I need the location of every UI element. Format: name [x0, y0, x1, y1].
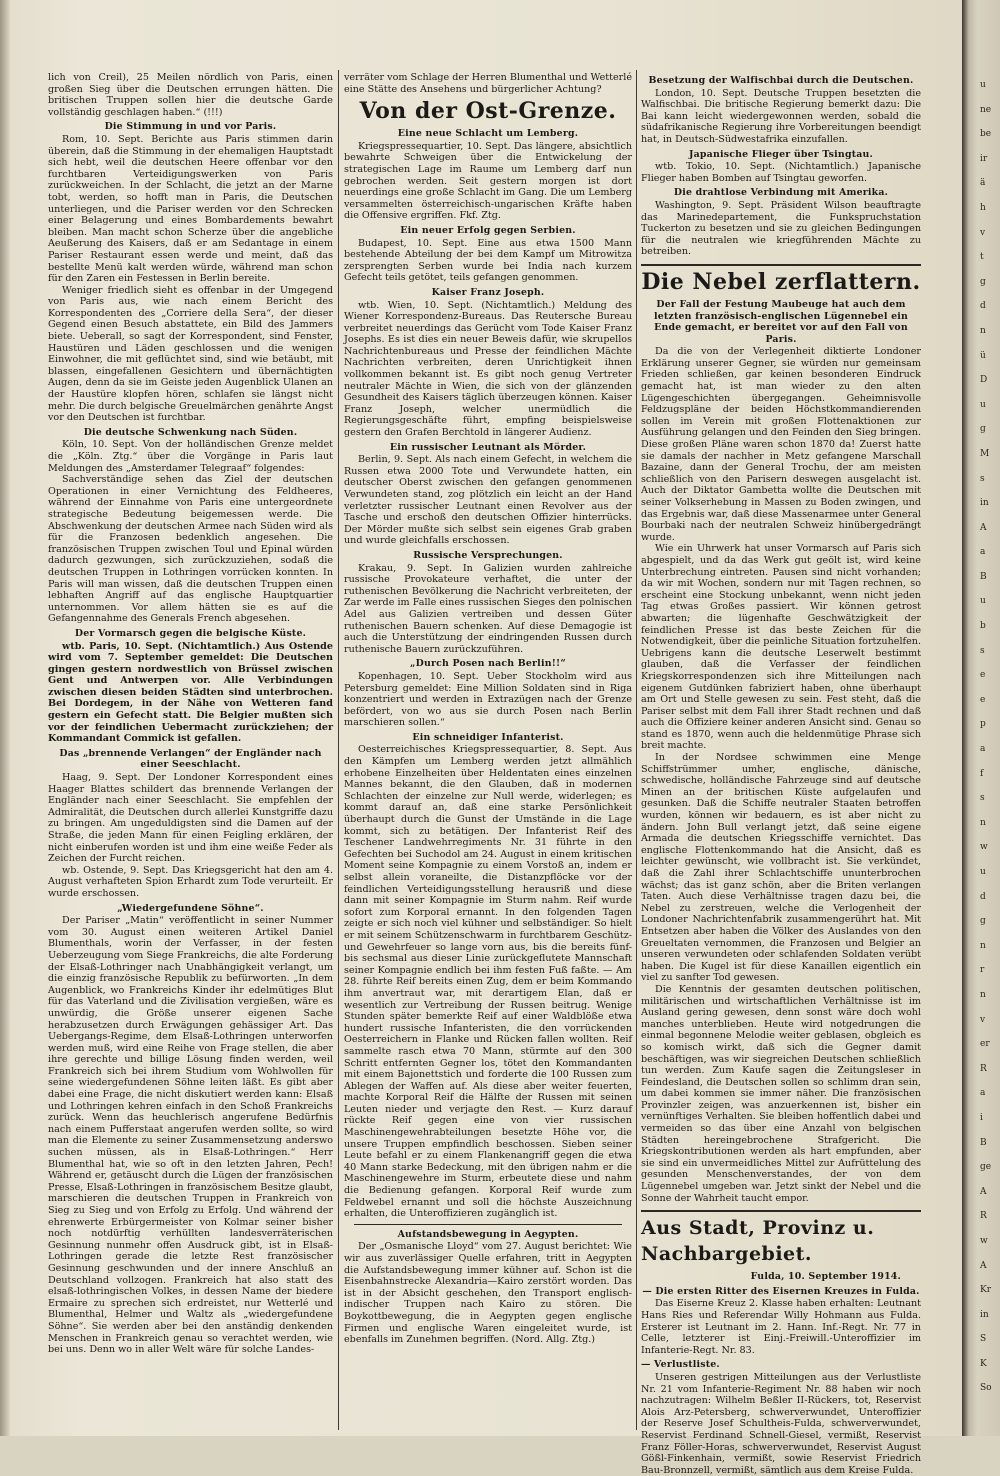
adjacent-page-fragment: [970, 80, 1000, 1420]
margin-fragment: ir: [980, 153, 988, 164]
margin-fragment: s: [980, 793, 985, 804]
paragraph: Weniger friedlich sieht es offenbar in der Umgegend von Paris aus, wie nach einem Bericht des Korrespondenten des „Corriere della Sera“, der dieser Gegend einen Besuch abstattete, ein Bild des Jammers biete. Ueberall, so sagt der Korrespondent, sind Fenster, Haustüren und Läden geschlossen und die wenigen Einwohner, die mit geflüchtet sind, sind wie betäubt, mit blassen, eingefallenen Gesichtern und übernächtigten Augen, denn da sie im Geiste jeden Augenblick Ulanen an der Haustüre klopfen hören, schlafen sie längst nicht mehr. Die durch belgische Greuelmärchen genährte Angst vor den Deutschen ist furchtbar.: [48, 284, 333, 424]
margin-fragment: g: [980, 424, 986, 435]
divider: [354, 1224, 622, 1225]
margin-fragment: u: [980, 399, 986, 410]
paragraph: Kopenhagen, 10. Sept. Ueber Stockholm wird aus Petersburg gemeldet: Eine Million Soldaten sind in Riga konzentriert und werden in Extrazügen nach der Grenze befördert, von wo aus sie durch Posen nach Berlin marschieren sollen.“: [344, 670, 632, 729]
headline-casualty-list: — Verlustliste.: [641, 1359, 720, 1371]
margin-fragment: a: [980, 1088, 986, 1099]
margin-fragment: B: [980, 1137, 987, 1148]
headline-infantryman: Ein schneidiger Infanterist.: [412, 731, 564, 743]
paragraph: Wie ein Uhrwerk hat unser Vormarsch auf Paris sich abgespielt, und da das Werk gut geölt ist, wird keine Unterbrechung eintreten. Pausen sind nicht vorhanden; da wir mit Wochen, sondern nur mit Tagen rechnen, so erscheint eine Stockung unbekannt, wenn nicht jeden Tag etwas Großes passiert. Wir können getrost abwarten; die lügenhafte Geschwätzigkeit der feindlichen Presse ist das beste Zeichen für die Notwendigkeit, über die peinliche Situation fortzuhelfen. Uebrigens kann die deutsche Leserwelt bestimmt glauben, daß die Verfasser der feindlichen Kriegskorrespondenzen sich ihre Mitteilungen nach eigenem Gutdünken fabriziert haben, ohne überhaupt am Ort und Stelle gewesen zu sein. Fest steht, daß die Pariser selbst mit dem Fall ihrer Stadt rechnen und daß auch die Offiziere keiner anderen Ansicht sind. Genau so stand es 1870, wenn auch die heldenmütige Phrase sich breit machte.: [641, 543, 921, 752]
paragraph: Haag, 9. Sept. Der Londoner Korrespondent eines Haager Blattes schildert das brennende Verlangen der Engländer nach einer Seeschlacht. Sie empfehlen der Admiralität, die Deutschen durch allerlei Kunstgriffe dazu zu bringen. Am ungeduldigsten sind die Damen auf der Straße, die jeden Mann für einen Feigling erklären, der nicht einberufen worden ist und ihm eine weiße Feder als Zeichen der Furcht reichen.: [48, 772, 333, 865]
section-title-fog: Die Nebel zerflattern.: [641, 268, 921, 295]
margin-fragment: A: [980, 522, 987, 533]
margin-fragment: A: [980, 1260, 987, 1271]
paragraph: Der „Osmanische Lloyd“ vom 27. August berichtet: Wie wir aus zuverlässiger Quelle erfahren, tritt in Aegypten die Aufstandsbewegung immer kühner auf. Schon ist die Eisenbahnstrecke Alexandria—Kairo zerstört worden. Das ist in der Absicht geschehen, den Transport englisch-indischer Truppen nach Kairo zu stören. Die Boykottbewegung, die in Aegypten gegen englische Firmen und englische Waren eingeleitet wurde, ist ebenfalls im Zunehmen begriffen. (Nord. Allg. Ztg.): [344, 1241, 632, 1346]
paragraph: Köln, 10. Sept. Von der holländischen Grenze meldet die „Köln. Ztg.“ über die Vorgänge in Paris laut Meldungen des „Amsterdamer Telegraaf“ folgendes:: [48, 439, 333, 474]
margin-fragment: in: [980, 1309, 989, 1320]
paragraph: Kriegspressequartier, 10. Sept. Das längere, absichtlich bewahrte Schweigen über die Entwickelung der strategischen Lage im Raume um Lemberg darf nun gebrochen werden. Seit gestern morgen ist dort neuerdings eine große Schlacht im Gang. Die um Lemberg versammelten österreichisch-ungarischen Kräfte haben die Offensive ergriffen. Fkf. Ztg.: [344, 140, 632, 222]
divider: [641, 1210, 921, 1212]
column-2: [344, 72, 632, 1432]
paragraph: wb. Ostende, 9. Sept. Das Kriegsgericht hat den am 4. August verhafteten Spion Erhardt zum Tode verurteilt. Er wurde erschossen.: [48, 864, 333, 899]
headline-sea-battle: Das „brennende Verlangen“ der Engländer nach einer Seeschlacht.: [59, 747, 322, 771]
headline-russian-lieutenant: Ein russischer Leutnant als Mörder.: [389, 441, 587, 453]
article-continuation: lich von Creil), 25 Meilen nördlich von Paris, einen großen Sieg über die Deutschen errungen hätten. Die britischen Truppen sollen hier die deutsche Garde vollständig geschlagen haben.“ (!!!): [48, 72, 333, 118]
margin-fragment: n: [980, 940, 986, 951]
margin-fragment: a: [980, 547, 986, 558]
paragraph: Da die von der Verlegenheit diktierte Londoner Erklärung unserer Gegner, sie würden nur gemeinsam Frieden schließen, gar keinen besonderen Eindruck gemacht hat, ist man wieder zu den alten Lügengeschichten übergegangen. Geheimnisvolle Feldzugspläne der beiden Höchstkommandierenden sollen im Verein mit großen Flottenaktionen zur Ausführung gelangen und den Feinden den Sieg bringen. Diese großen Pläne waren schon 1870 da! Zuerst hatte sie damals der nachher in Metz gefangene Marschall Bazaine, dann der General Trochu, der am meisten schließlich von den Parisern deswegen ausgelacht ist. Auch der Diktator Gambetta wollte die Deutschen mit seiner Volkserhebung in Massen zu Boden zwingen, und das Ergebnis war, daß diese Massenarmee unter General Bourbaki nach der neutralen Schweiz hinübergedrängt wurde.: [641, 346, 921, 543]
headline-belgian-coast: Der Vormarsch gegen die belgische Küste.: [74, 627, 307, 639]
headline-mood-paris: Die Stimmung in und vor Paris.: [104, 121, 277, 133]
margin-fragment: K: [980, 1358, 987, 1369]
headline-franz-joseph: Kaiser Franz Joseph.: [431, 286, 545, 298]
paragraph: Oesterreichisches Kriegspressequartier, 8. Sept. Aus den Kämpfen um Lemberg werden jetzt allmählich erhobene Einzelheiten über Heldentaten eines einzelnen Mannes bekannt, die den Glauben, daß in modernen Schlachten der einzelne zur Null werde, widerlegen; es kommt darauf an, daß eine starke Persönlichkeit überhaupt durch die Gunst der Umstände in die Lage kommt, sich zu betätigen. Der Infanterist Reif des Teschener Landwehrregiments Nr. 31 führte in den Gefechten bei Suchodol am 24. August in einem kritischen Moment seine Kompagnie zu einem Vorstoß an, indem er selbst allein voraneilte, die Distanzpflöcke vor der feindlichen Verteidigungsstellung herausriß und diese dann mit seiner Kompagnie im Sturm nahm. Reif wurde sofort zum Korporal ernannt. In den folgenden Tagen zeigte er sich noch viel kühner und selbständiger. So hielt er mit seinem Schützenschwarm in furchtbarem Geschütz- und Gewehrfeuer so lange vorn aus, bis die bereits fünf- bis sechsmal aus dieser Linie zurückgeflutete Mannschaft seiner Kompagnie endlich bei ihm festen Fuß faßte. — Am 28. führte Reif bereits einen Zug, dem er beim Kommando ihm anvertraut war, mit derartigem Elan, daß er wesentlich zur Vertreibung der Russen beitrug. Wenige Stunden später bemerkte Reif auf einer Waldblöße etwa hundert russische Infanteristen, die den vorrückenden Oesterreichern in Flanke und Rücken fallen wollten. Reif sammelte rasch etwa 70 Mann, stürmte auf den 300 Schritt entfernten Gegner los, tötet den Kommandanten mit einem Bajonettstich und forderte die 100 Russen zum Ablegen der Waffen auf. Als diese aber weiter feuerten, machte Korporal Reif die Hälfte der Russen mit seinen Leuten nieder und verjagte den Rest. — Kurz darauf rückte Reif gegen eine von vier russischen Maschinengewehrabteilungen besetzte Höhe vor, die unsere Truppen empfindlich beschossen. Sieben seiner Leute befahl er zu einem Flankenangriff gegen die etwa 40 Mann starke Bedeckung, mit den übrigen nahm er die Maschinengewehre im Sturm, erbeutete diese und nahm die Bedienung gefangen. Korporal Reif wurde zum Feldwebel ernannt und soll die höchste Auszeichnung erhalten, die Unteroffizieren zugänglich ist.: [344, 744, 632, 1220]
margin-fragment: ge: [980, 1162, 992, 1173]
margin-fragment: R: [980, 1211, 987, 1222]
column-1: [48, 72, 333, 1432]
paragraph: Die Kenntnis der gesamten deutschen politischen, militärischen und wirtschaftlichen Verhältnisse ist im Ausland gering gewesen, denn sonst wäre doch wohl manches unterblieben. Heute wird notgedrungen die einmal begonnene Melodie weiter geblasen, obgleich es so komisch wirkt, daß sich die Gegner damit beschäftigen, was wir siegreichen Deutschen schließlich tun werden. Zum Kaufe sagen die Zeitungsleser in Feindesland, die Deutschen sollen so schlimm dran sein, um dabei kommen sie immer näher. Die französischen Provinzler zeigen, was anzuerkennen ist, bisher ein vernünftiges Verhalten. Sie bleiben hoffentlich dabei und vermeiden so das über eine Anzahl von belgischen Städten hereingebrochene Strafgericht. Die Kriegskontributionen werden als hart empfunden, aber sie sind ein unvermeidliches Mittel zur Aufrüttelung des gesunden Menschenverstandes, der von dem Lügennebel umgeben war. Jetzt sinkt der Nebel und die Sonne der Wahrheit taucht empor.: [641, 983, 921, 1204]
headline-lemberg: Eine neue Schlacht um Lemberg.: [397, 128, 579, 140]
margin-fragment: M: [980, 448, 990, 459]
margin-fragment: B: [980, 571, 987, 582]
margin-fragment: a: [980, 744, 986, 755]
headline-wireless-america: Die drahtlose Verbindung mit Amerika.: [673, 187, 889, 199]
margin-fragment: er: [980, 1039, 990, 1050]
paragraph: Unseren gestrigen Mitteilungen aus der Verlustliste Nr. 21 vom Infanterie-Regiment Nr. 88 haben wir noch nachzutragen: Wilhelm Beßler II-Rückers, tot, Reservist Alois Arz-Petersberg, schwerverwundet, Unteroffizier der Reserve Josef Schultheis-Fulda, schwerverwundet, Reservist Ferdinand Schnell-Giesel, vermißt, Reservist Franz Föller-Horas, schwerverwundet, Reservist August Gößl-Finkenhain, vermißt, sowie Reservist Friedrich Bau-Bronnzell, vermißt, sämtlich aus dem Kreise Fulda.: [641, 1371, 921, 1476]
margin-fragment: ä: [980, 178, 986, 189]
headline-walfischbai: Besetzung der Walfischbai durch die Deutschen.: [648, 75, 914, 86]
margin-fragment: v: [980, 1014, 986, 1025]
margin-fragment: n: [980, 817, 986, 828]
headline-iron-cross: — Die ersten Ritter des Eisernen Kreuzes in Fulda.: [642, 1285, 920, 1297]
margin-fragment: S: [980, 1334, 987, 1345]
margin-fragment: d: [980, 301, 986, 312]
paragraph: Washington, 9. Sept. Präsident Wilson beauftragte das Marinedepartement, die Funkspruchstation Tuckerton zu besetzen und sie zu gleichen Bedingungen für die neutralen wie kriegführenden Mächte zu betreiben.: [641, 199, 921, 258]
margin-fragment: h: [980, 202, 986, 213]
headline-turn-south: Die deutsche Schwenkung nach Süden.: [83, 426, 298, 438]
margin-fragment: ne: [980, 104, 992, 115]
paragraph: Budapest, 10. Sept. Eine aus etwa 1500 Mann bestehende Abteilung der bei dem Kampf um Mitrowitza zersprengten Serben wurde bei India nach kurzem Gefecht teils getötet, teils gefangen genommen.: [344, 237, 632, 284]
margin-fragment: s: [980, 473, 985, 484]
margin-fragment: in: [980, 498, 989, 509]
margin-fragment: b: [980, 621, 986, 632]
paragraph: wtb. Tokio, 10. Sept. (Nichtamtlich.) Japanische Flieger haben Bomben auf Tsingtau geworfen.: [641, 161, 921, 184]
column-rule: [338, 70, 339, 1430]
margin-fragment: A: [980, 1186, 987, 1197]
paragraph: wtb. Wien, 10. Sept. (Nichtamtlich.) Meldung des Wiener Korrespondenz-Bureaus. Das Reutersche Bureau verbreitet neuerdings das Gerücht vom Tode Kaiser Franz Josephs. Es ist dies ein neuer Beweis dafür, wie skrupellos Nachrichtenbureaus und Presse der feindlichen Mächte Nachrichten verbreiten, deren Unrichtigkeit ihnen vollkommen bekannt ist. Es gibt noch genug Vertreter neutraler Mächte in Wien, die sich von der glänzenden Gesundheit des Kaisers täglich überzeugen können. Kaiser Franz Joseph, welcher unermüdlich die Regierungsgeschäfte führt, empfing beispielsweise gestern den Grafen Berchtold in längerer Audienz.: [344, 299, 632, 439]
margin-fragment: D: [980, 375, 988, 386]
headline-russian-promises: Russische Versprechungen.: [413, 549, 563, 561]
margin-fragment: t: [980, 252, 984, 263]
margin-fragment: e: [980, 694, 986, 705]
paragraph: Das Eiserne Kreuz 2. Klasse haben erhalten: Leutnant Hans Ries und Referendar Willy Hohmann aus Fulda. Ersterer ist Leutnant im 2. Hann. Inf.-Regt. Nr. 77 in Celle, letzterer ist Einj.-Freiwill.-Unteroffizier im Infanterie-Regt. Nr. 83.: [641, 1298, 921, 1356]
margin-fragment: r: [980, 965, 985, 976]
headline-maubeuge: Der Fall der Festung Maubeuge hat auch dem letzten französisch-englischen Lügennebel ein Ende gemacht, er bereitet vor auf den Fall von Paris.: [653, 298, 909, 345]
margin-fragment: So: [980, 1383, 992, 1394]
paragraph: In der Nordsee schwimmen eine Menge Schiffstrümmer umher, englische, dänische, schwedische, holländische Fahrzeuge sind auf deutsche Minen an der britischen Küste aufgelaufen und gesunken. Daß die Schiffe neutraler Staaten betroffen wurden, können wir bedauern, es ist aber nicht zu ändern. John Bull verlangt jetzt, daß seine eigene Armada die deutschen Kriegsschiffe vernichtet. Das englische Flottenkommando hat die Ansicht, daß es leichter gewünscht, wie vollbracht ist. Sie verkündet, daß die Zahl ihrer Schlachtschiffe ununterbrochen wächst; das ist ganz schön, aber die Briten verlangen Taten. Auch diese Verhältnisse tragen dazu bei, die Nebel zu zerstreuen, welche die Verlogenheit der Londoner Nachrichtenfabrik zusammengerührt hat. Mit Entsetzen aber haben die Völker des Auslandes von den Greueltaten vernommen, die Franzosen und Belgier an unseren verwundeten oder schlafenden Soldaten verübt haben. Die Kugel ist für diese Kanaillen eigentlich ein viel zu sanfter Tod gewesen.: [641, 752, 921, 984]
dateline: Fulda, 10. September 1914.: [750, 1271, 901, 1283]
margin-fragment: Kr: [980, 1285, 992, 1296]
margin-fragment: s: [980, 645, 985, 656]
page-left-edge: [0, 0, 10, 1436]
article-continuation: verräter vom Schlage der Herren Blumenthal und Wetterlé eine Stätte des Ansehens und bürgerlicher Achtung?: [344, 72, 633, 95]
paragraph: Berlin, 9. Sept. Als nach einem Gefecht, in welchem die Russen etwa 2000 Tote und Verwundete hatten, ein deutscher Oberst zwischen den gefangen genommenen Verwundeten stand, zog plötzlich ein leicht an der Hand verletzter russischer Leutnant einen Revolver aus der Tasche und erschoß den deutschen Offizier hinterrücks. Der Mörder mußte sich selbst sein eigenes Grab graben und wurde gleichfalls erschossen.: [344, 454, 632, 547]
margin-fragment: v: [980, 227, 986, 238]
margin-fragment: f: [980, 768, 984, 779]
paragraph: Der Pariser „Matin“ veröffentlicht in seiner Nummer vom 30. August einen weiteren Artikel Daniel Blumenthals, worin der Verfasser, in der festen Ueberzeugung vom Siege Frankreichs, die alte Forderung der Elsaß-Lothringer nach Unabhängigkeit verlangt, um die einzig französische Republik zu befürworten. „In dem Augenblick, wo Frankreichs Kinder ihr edelmütiges Blut für das Vaterland und die Zivilisation vergießen, wäre es unwürdig, die Größe unserer eigenen Sache herabzusetzen durch Erwägungen gehässiger Art. Das Uebergangs-Regime, dem Elsaß-Lothringen unterworfen werden muß, wird eine Reihe von Frage stellen, die aber ihre gerechte und billige Lösung finden werden, weil Frankreich sich bei ihrem Studium vom Wohlwollen für seine wiedergefundenen Söhne leiten läßt. Es gibt aber dabei eine Frage, die nicht diskutiert werden kann: Elsaß und Lothringen kehren einfach in den Schoß Frankreichs zurück. Wenn das heuchlerisch angerufene Bedürfnis nach einem Pufferstaat angerufen werden sollte, so wird man die Elemente zu seiner Zusammensetzung anderswo suchen müssen, als in Elsaß-Lothringen.“ Herr Blumenthal hat, wie so oft in den letzten Jahren, Pech! Während er, getäuscht durch die Lügen der französischen Presse, Elsaß-Lothringen in französischem Besitze glaubt, marschieren die deutschen Truppen in Frankreich von Sieg zu Sieg und von Erfolg zu Erfolg. Und während der ehrenwerte Erbürgermeister von Kolmar seiner bisher noch notdürftig verhüllten landesverräterischen Gesinnung nunmehr offen Ausdruck gibt, ist in Elsaß-Lothringen gerade die letzte Rest französischer Gesinnung geschwunden und der innere Anschluß an Deutschland vollzogen. Frankreich hat also statt des elsaß-lothringischen Volkes, in dessen Name der biedere Ermaire zu sprechen sich erdreistet, nur Wetterlé und Blumenthal, Helmer und Waltz als „wiedergefundene Söhne“. Sie werden aber bei den anständig denkenden Menschen in Frankreich genau so verachtet werden, wie bei uns. Denn wo in aller Welt wäre für solche Landes-: [48, 915, 333, 1356]
margin-fragment: i: [980, 1112, 983, 1123]
margin-fragment: w: [980, 842, 988, 853]
headline-tsingtau: Japanische Flieger über Tsingtau.: [689, 148, 873, 160]
paragraph: Krakau, 9. Sept. In Galizien wurden zahlreiche russische Provokateure verhaftet, die unter der ruthenischen Bevölkerung die Nachricht verbreiteten, der Zar werde im Falle eines russischen Sieges den polnischen Adel aus Galizien vertreiben und dessen Güter ruthenischen Bauern schenken. Auf diese Demagogie ist auch die Unterstützung der eindringenden Russen durch ruthenische Bauern zurückzuführen.: [344, 562, 632, 655]
margin-fragment: d: [980, 891, 986, 902]
margin-fragment: be: [980, 129, 992, 140]
margin-fragment: R: [980, 1063, 987, 1074]
headline-serbia: Ein neuer Erfolg gegen Serbien.: [400, 224, 576, 236]
headline-egypt: Aufstandsbewegung in Aegypten.: [397, 1228, 579, 1240]
headline-posen-berlin: „Durch Posen nach Berlin!!“: [410, 658, 566, 670]
column-rule: [636, 70, 637, 1430]
margin-fragment: n: [980, 989, 986, 1000]
paragraph: Rom, 10. Sept. Berichte aus Paris stimmen darin überein, daß die Stimmung in der ehemaligen Hauptstadt sich hebt, weil die deutschen Heere offenbar vor den furchtbaren Verteidigungswerken von Paris zurückweichen. In der Schlacht, die jetzt an der Marne tobt, werden, so hofft man in Paris, die Deutschen unterliegen, und die Pariser werden vor den Schrecken einer Belagerung und eines Bombardements bewahrt bleiben. Man macht schon Scherze über die angebliche Aeußerung des Kaisers, daß er am Sedantage in einem Pariser Restaurant essen werde und meint, daß das bestellte Menü kalt werden würde, während man schon für den Zaren ein Festessen in Berlin bereite.: [48, 133, 333, 285]
margin-fragment: n: [980, 325, 986, 336]
margin-fragment: e: [980, 670, 986, 681]
paragraph: wtb. Paris, 10. Sept. (Nichtamtlich.) Aus Ostende wird vom 7. September gemeldet: Die Deutschen gingen gestern nordwestlich von Brüssel zwischen Gent und Antwerpen vor. Alle Verbindungen zwischen diesen beiden Städten sind unterbrochen. Bei Dordegem, in der Nähe von Wetteren fand gestern ein Gefecht statt. Die Belgier mußten sich vor der feindlichen Uebermacht zurückziehen; der Kommandant Commick ist gefallen.: [48, 640, 333, 745]
paragraph: Sachverständige sehen das Ziel der deutschen Operationen in einer Vernichtung des Feldheeres, während der Einnahme von Paris eine untergeordnete strategische Bedeutung beigemessen werde. Die Abschwenkung der deutschen Armee nach Süden wird als für die Franzosen bedenklich angesehen. Die französischen Truppen zwischen Toul und Epinal würden dadurch gezwungen, sich zurückzuziehen, sodaß die deutschen Truppen in Lothringen vorrücken konnten. In Paris will man wissen, daß die deutschen Truppen einen lebhaften Angriff auf das englische Hauptquartier unternommen. Vor allem hätten sie es auf die Gefangennahme des Generals French abgesehen.: [48, 474, 333, 625]
margin-fragment: u: [980, 867, 986, 877]
margin-fragment: u: [980, 80, 986, 90]
margin-fragment: p: [980, 719, 986, 730]
headline-found-sons: „Wiedergefundene Söhne“.: [117, 902, 264, 914]
section-title-local: Aus Stadt, Provinz u. Nachbargebiet.: [641, 1217, 875, 1266]
margin-fragment: w: [980, 1235, 988, 1246]
divider: [641, 264, 921, 266]
paragraph: London, 10. Sept. Deutsche Truppen besetzten die Walfischbai. Die britische Regierung bemerkt dazu: Die Bai kann leicht wiedergewonnen werden, sobald die südafrikanische Regierung ihre Vorbereitungen beendigt hat, in Deutsch-Südwestafrika einzufallen.: [641, 87, 921, 145]
margin-fragment: ü: [980, 350, 986, 361]
section-title-east-border: Von der Ost-Grenze.: [359, 98, 617, 125]
margin-fragment: u: [980, 596, 986, 607]
margin-fragment: g: [980, 916, 986, 927]
margin-fragment: g: [980, 276, 986, 287]
column-3: [641, 72, 921, 1476]
